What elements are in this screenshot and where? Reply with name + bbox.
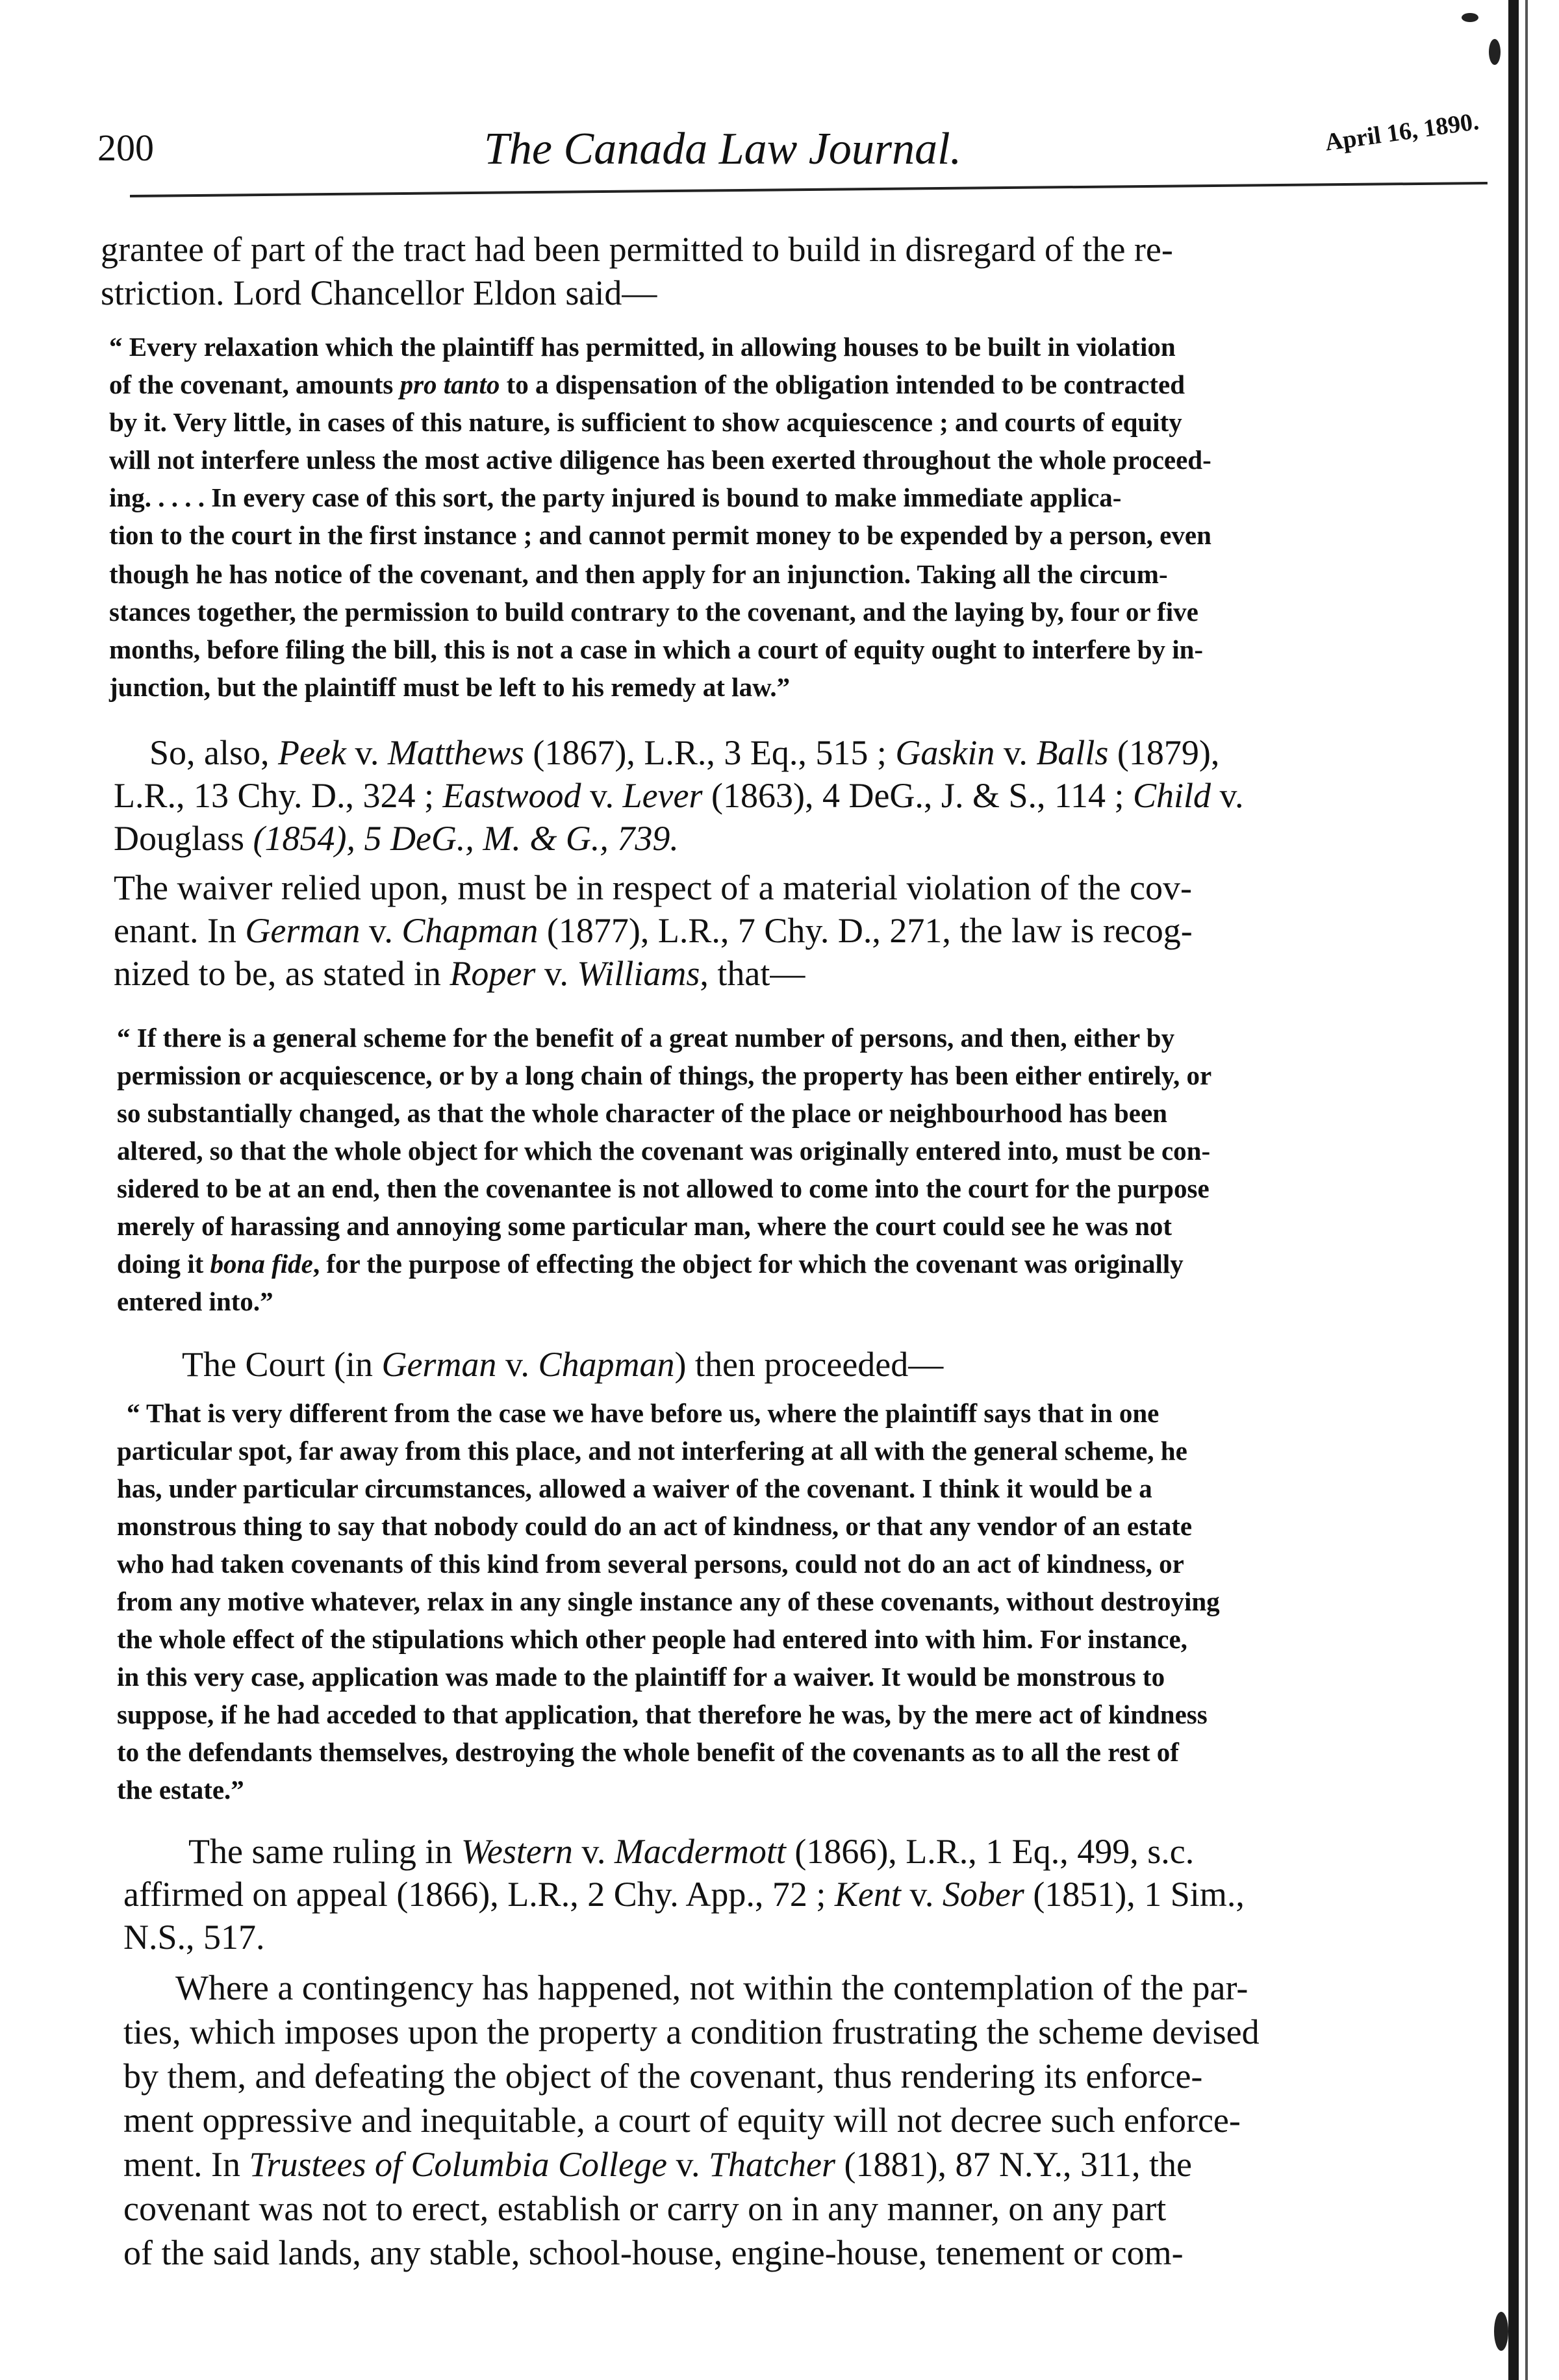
text-segment: v. — [667, 2145, 709, 2184]
text-segment: sidered to be at an end, then the covenantee is not allowed to come into the court for the purpose — [117, 1173, 1210, 1203]
text-segment: to a dispensation of the obligation intended to be contracted — [500, 370, 1185, 399]
scan-edge-thin — [1525, 0, 1528, 2380]
text-line — [123, 2233, 1184, 2273]
quote-line — [117, 1135, 1210, 1166]
scan-speck — [1494, 2312, 1508, 2351]
text-segment: months, before filing the bill, this is not a case in which a court of equity ought to interfere by in- — [109, 634, 1204, 664]
text-segment: who had taken covenants of this kind from several persons, could not do an act of kindness, or — [117, 1549, 1184, 1579]
text-segment: v. — [572, 1832, 615, 1871]
text-segment: (1877), L.R., 7 Chy. D., 271, the law is recog- — [538, 911, 1193, 950]
text-line — [114, 953, 805, 994]
italic-segment: pro tanto — [399, 370, 500, 399]
quote-line — [117, 1173, 1210, 1204]
quote-line — [109, 444, 1211, 475]
text-segment: v. — [360, 911, 402, 950]
italic-segment: Matthews — [387, 733, 524, 772]
text-segment: Douglass — [114, 819, 244, 858]
italic-segment: Macdermott — [614, 1832, 786, 1871]
quote-line — [117, 1661, 1165, 1692]
text-segment: ties, which imposes upon the property a condition frustrating the scheme devised — [123, 2012, 1260, 2051]
text-segment: though he has notice of the covenant, and then apply for an injunction. Taking all the circum- — [109, 559, 1168, 589]
quote-line — [117, 1623, 1187, 1655]
text-segment: has, under particular circumstances, allowed a waiver of the covenant. I think it would be a — [117, 1473, 1152, 1503]
text-line — [114, 775, 1244, 816]
text-segment: junction, but the plaintiff must be left to his remedy at law.” — [109, 672, 791, 702]
text-segment: (1863), 4 DeG., J. & S., 114 ; — [702, 776, 1133, 815]
text-line — [123, 2144, 1192, 2185]
italic-segment: Child — [1132, 776, 1211, 815]
text-segment: v. — [346, 733, 388, 772]
italic-segment: German — [245, 911, 361, 950]
text-segment: v. — [535, 954, 577, 993]
text-segment: “ Every relaxation which the plaintiff has permitted, in allowing houses to be built in violation — [109, 332, 1176, 362]
text-segment: (1879), — [1108, 733, 1220, 772]
scan-edge-dark — [1508, 0, 1519, 2380]
text-segment: suppose, if he had acceded to that application, that therefore he was, by the mere act of kindness — [117, 1699, 1208, 1729]
quote-line — [109, 634, 1203, 665]
quote-line — [117, 1286, 273, 1317]
text-segment: enant. In — [114, 911, 246, 950]
text-line — [123, 2012, 1260, 2052]
page-number: 200 — [97, 127, 154, 169]
quote-line — [117, 1060, 1211, 1091]
text-segment: The waiver relied upon, must be in respect of a material violation of the cov- — [114, 868, 1192, 907]
page-header — [97, 108, 1494, 175]
text-segment: to the defendants themselves, destroying the whole benefit of the covenants as to all the rest of — [117, 1737, 1179, 1767]
text-line — [101, 229, 1173, 269]
italic-segment: Kent — [834, 1875, 901, 1914]
quote-line — [109, 596, 1198, 627]
italic-segment: Williams — [577, 954, 700, 993]
text-segment: merely of harassing and annoying some particular man, where the court could see he was not — [117, 1211, 1172, 1241]
text-segment: ) then proceeded— — [674, 1345, 944, 1384]
text-segment: grantee of part of the tract had been permitted to build in disregard of the re- — [101, 230, 1173, 269]
text-segment: ing. . . . . In every case of this sort, the party injured is bound to make immediate applica- — [109, 482, 1122, 512]
quote-line — [117, 1435, 1187, 1466]
text-segment: will not interfere unless the most active diligence has been exerted throughout the whole proceed- — [109, 445, 1211, 475]
text-segment: monstrous thing to say that nobody could do an act of kindness, or that any vendor of an estate — [117, 1511, 1193, 1541]
text-segment: permission or acquiescence, or by a long chain of things, the property has been either entirely, or — [117, 1060, 1212, 1090]
text-segment: entered into.” — [117, 1286, 273, 1316]
quote-line — [117, 1774, 244, 1805]
quote-line — [117, 1510, 1192, 1542]
text-segment: by them, and defeating the object of the covenant, thus rendering its enforce- — [123, 2057, 1203, 2096]
quote-line — [117, 1248, 1184, 1279]
quote-line — [117, 1473, 1152, 1504]
text-line — [101, 273, 657, 313]
text-segment: “ That is very different from the case we have before us, where the plaintiff says that in one — [127, 1398, 1160, 1428]
issue-date: April 16, 1890. — [1323, 108, 1481, 157]
text-line — [114, 868, 1192, 908]
header-rule — [130, 182, 1488, 197]
quote-line — [117, 1210, 1172, 1242]
quote-line — [109, 369, 1185, 400]
text-segment: Where a contingency has happened, not within the contemplation of the par- — [175, 1968, 1248, 2007]
text-segment: , for the purpose of effecting the object for which the covenant was originally — [312, 1249, 1184, 1279]
quote-line — [109, 671, 790, 703]
quote-line — [109, 482, 1121, 513]
italic-segment: Chapman — [538, 1345, 675, 1384]
text-segment: v. — [496, 1345, 539, 1384]
text-segment: striction. Lord Chancellor Eldon said— — [101, 273, 657, 312]
scan-speck — [1462, 13, 1478, 22]
text-segment: So, also, — [149, 733, 279, 772]
text-segment: by it. Very little, in cases of this nature, is sufficient to show acquiescence ; and courts of equity — [109, 407, 1182, 437]
text-line — [123, 1917, 265, 1957]
text-segment: ment oppressive and inequitable, a court of equity will not decree such enforce- — [123, 2101, 1241, 2140]
text-segment: stances together, the permission to build contrary to the covenant, and the laying by, four or five — [109, 597, 1198, 627]
text-line — [175, 1968, 1248, 2008]
text-segment: covenant was not to erect, establish or carry on in any manner, on any part — [123, 2189, 1167, 2228]
journal-title: The Canada Law Journal. — [484, 124, 962, 174]
italic-segment: Thatcher — [709, 2145, 835, 2184]
quote-line — [117, 1586, 1220, 1617]
text-line — [123, 2188, 1166, 2229]
text-segment: particular spot, far away from this place, and not interfering at all with the general scheme, he — [117, 1436, 1187, 1466]
italic-segment: German — [381, 1345, 497, 1384]
text-line — [114, 818, 679, 858]
italic-segment: Eastwood — [442, 776, 581, 815]
text-segment: ment. In — [123, 2145, 249, 2184]
text-segment: (1866), L.R., 1 Eq., 499, s.c. — [785, 1832, 1195, 1871]
scan-speck — [1489, 39, 1501, 65]
italic-segment: Sober — [942, 1875, 1024, 1914]
italic-segment: Roper — [450, 954, 536, 993]
text-segment: v. — [1211, 776, 1244, 815]
italic-segment: Trustees of Columbia College — [249, 2145, 667, 2184]
text-line — [114, 910, 1193, 951]
text-segment: of the said lands, any stable, school-house, engine-house, tenement or com- — [123, 2233, 1184, 2272]
quote-line — [117, 1548, 1184, 1579]
text-segment: the whole effect of the stipulations which other people had entered into with him. For instance, — [117, 1624, 1187, 1654]
text-segment: L.R., 13 Chy. D., 324 ; — [114, 776, 443, 815]
text-line — [123, 2100, 1241, 2140]
text-line — [188, 1831, 1194, 1872]
quote-line — [127, 1397, 1159, 1429]
italic-segment: Balls — [1036, 733, 1109, 772]
text-segment: v. — [995, 733, 1037, 772]
quote-line — [117, 1736, 1179, 1768]
text-line — [182, 1344, 943, 1384]
text-segment: in this very case, application was made to the plaintiff for a waiver. It would be monstrous to — [117, 1662, 1165, 1692]
text-segment: tion to the court in the first instance ; and cannot permit money to be expended by a person, even — [109, 520, 1211, 550]
quote-line — [117, 1097, 1167, 1129]
quote-line — [109, 331, 1176, 362]
text-line — [123, 1874, 1245, 1914]
text-segment: “ If there is a general scheme for the benefit of a great number of persons, and then, either by — [117, 1023, 1175, 1053]
italic-segment: Chapman — [401, 911, 539, 950]
text-segment: nized to be, as stated in — [114, 954, 450, 993]
italic-segment: Peek — [278, 733, 346, 772]
quote-line — [109, 558, 1168, 590]
text-segment: v. — [900, 1875, 943, 1914]
quote-line — [117, 1022, 1174, 1053]
text-segment: v. — [581, 776, 623, 815]
text-segment: doing it — [117, 1249, 210, 1279]
italic-segment: (1854), 5 DeG., M. & G., 739. — [244, 819, 679, 858]
text-segment: the estate.” — [117, 1775, 244, 1805]
text-segment: (1851), 1 Sim., — [1024, 1875, 1245, 1914]
text-segment: (1881), 87 N.Y., 311, the — [835, 2145, 1192, 2184]
quote-line — [109, 520, 1211, 551]
text-line — [123, 2056, 1202, 2096]
text-segment: N.S., 517. — [123, 1918, 265, 1957]
text-segment: The same ruling in — [188, 1832, 461, 1871]
italic-segment: Lever — [622, 776, 703, 815]
text-segment: affirmed on appeal (1866), L.R., 2 Chy. App., 72 ; — [123, 1875, 835, 1914]
text-segment: from any motive whatever, relax in any single instance any of these covenants, without destroying — [117, 1586, 1220, 1616]
quote-line — [109, 407, 1182, 438]
text-segment: , that— — [700, 954, 805, 993]
text-segment: so substantially changed, as that the whole character of the place or neighbourhood has been — [117, 1098, 1167, 1128]
italic-segment: Gaskin — [895, 733, 995, 772]
italic-segment: bona fide — [210, 1249, 313, 1279]
italic-segment: Western — [461, 1832, 573, 1871]
text-line — [149, 733, 1219, 773]
quote-line — [117, 1699, 1208, 1730]
text-segment: altered, so that the whole object for which the covenant was originally entered into, must be con- — [117, 1136, 1211, 1166]
text-segment: The Court (in — [182, 1345, 382, 1384]
text-segment: of the covenant, amounts — [109, 370, 400, 399]
text-segment: (1867), L.R., 3 Eq., 515 ; — [524, 733, 896, 772]
